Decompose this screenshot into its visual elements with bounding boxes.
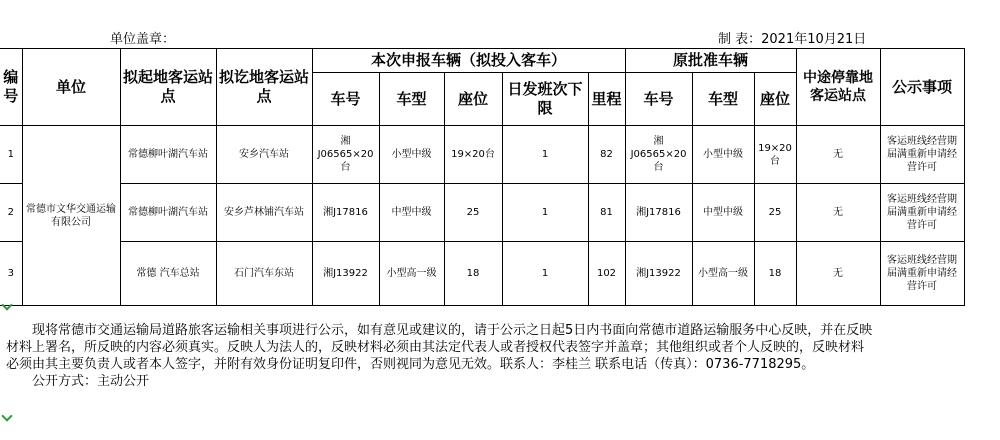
cell-daily: 1 xyxy=(502,126,588,184)
cell-stops: 无 xyxy=(796,242,880,306)
header-seats: 座位 xyxy=(444,73,502,126)
table-row xyxy=(0,126,964,184)
cell-dest: 安乡汽车站 xyxy=(216,126,312,184)
cell-orig-plate: 湘J17816 xyxy=(625,184,692,242)
cell-daily: 1 xyxy=(502,242,588,306)
cell-orig-model: 中型中级 xyxy=(692,184,754,242)
header-orig-seats: 座位 xyxy=(754,73,796,126)
cell-seats: 18 xyxy=(444,242,502,306)
cell-no: 1 xyxy=(0,126,22,184)
cell-stops: 无 xyxy=(796,126,880,184)
cell-plate: 湘J17816 xyxy=(312,184,379,242)
cell-unit: 常德市文华交通运输有限公司 xyxy=(22,126,120,306)
cell-stops: 无 xyxy=(796,184,880,242)
disclosure-line: 公开方式：主动公开 xyxy=(32,374,150,389)
header-notice: 公示事项 xyxy=(880,49,964,126)
cell-daily: 1 xyxy=(502,184,588,242)
header-dest: 拟讫地客运站点 xyxy=(216,49,312,126)
cell-mileage: 102 xyxy=(588,242,625,306)
cell-origin: 常德柳叶湖汽车站 xyxy=(120,184,216,242)
cell-orig-plate: 湘J13922 xyxy=(625,242,692,306)
cell-orig-plate: 湘J06565×20台 xyxy=(625,126,692,184)
header-orig-plate: 车号 xyxy=(625,73,692,126)
cell-plate: 湘J06565×20台 xyxy=(312,126,379,184)
cell-model: 中型中级 xyxy=(379,184,444,242)
cell-no: 3 xyxy=(0,242,22,306)
header-origin: 拟起地客运站点 xyxy=(120,49,216,126)
cell-mileage: 81 xyxy=(588,184,625,242)
cell-dest: 安乡芦林铺汽车站 xyxy=(216,184,312,242)
cell-orig-model: 小型高一级 xyxy=(692,242,754,306)
cell-model: 小型高一级 xyxy=(379,242,444,306)
header-group-orig: 原批准车辆 xyxy=(625,49,796,73)
cell-mileage: 82 xyxy=(588,126,625,184)
cell-notice: 客运班线经营期届满重新申请经营许可 xyxy=(880,242,964,306)
notice-line: 必须由其主要负责人或者本人签字，并附有效身份证明复印件，否则视同为意见无效。联系人：李桂兰 联系电话（传真）：0736-7718295。 xyxy=(6,357,815,372)
cell-seats: 19×20台 xyxy=(444,126,502,184)
vehicle-table xyxy=(0,48,965,306)
cell-notice: 客运班线经营期届满重新申请经营许可 xyxy=(880,126,964,184)
header-plate: 车号 xyxy=(312,73,379,126)
notice-text xyxy=(6,322,958,390)
header-stops: 中途停靠地客运站点 xyxy=(796,49,880,126)
header-no: 编号 xyxy=(0,49,22,126)
cell-orig-model: 小型中级 xyxy=(692,126,754,184)
cell-origin: 常德 汽车总站 xyxy=(120,242,216,306)
table-row xyxy=(0,184,964,242)
cell-plate: 湘J13922 xyxy=(312,242,379,306)
header-model: 车型 xyxy=(379,73,444,126)
seal-label: 单位盖章： xyxy=(110,32,176,47)
cell-origin: 常德柳叶湖汽车站 xyxy=(120,126,216,184)
cell-orig-seats: 25 xyxy=(754,184,796,242)
cell-marker-icon xyxy=(1,410,12,421)
cell-model: 小型中级 xyxy=(379,126,444,184)
cell-notice: 客运班线经营期届满重新申请经营许可 xyxy=(880,184,964,242)
table-row xyxy=(0,242,964,306)
notice-line: 材料上署名，所反映的内容必须真实。反映人为法人的，反映材料必须由其法定代表人或者授权代表签字并盖章；其他组织或者个人反映的，反映材料 xyxy=(6,340,865,355)
cell-orig-seats: 18 xyxy=(754,242,796,306)
header-daily: 日发班次下限 xyxy=(502,73,588,126)
cell-no: 2 xyxy=(0,184,22,242)
cell-orig-seats: 19×20台 xyxy=(754,126,796,184)
header-group-new: 本次申报车辆（拟投入客车） xyxy=(312,49,625,73)
cell-seats: 25 xyxy=(444,184,502,242)
header-unit: 单位 xyxy=(22,49,120,126)
header-orig-model: 车型 xyxy=(692,73,754,126)
cell-dest: 石门汽车东站 xyxy=(216,242,312,306)
notice-line: 现将常德市交通运输局道路旅客运输相关事项进行公示，如有意见或建议的，请于公示之日起5日内书面向常德市道路运输服务中心反映，并在反映 xyxy=(32,323,873,338)
date-label: 制 表：2021年10月21日 xyxy=(718,32,867,47)
header-mileage: 里程 xyxy=(588,73,625,126)
